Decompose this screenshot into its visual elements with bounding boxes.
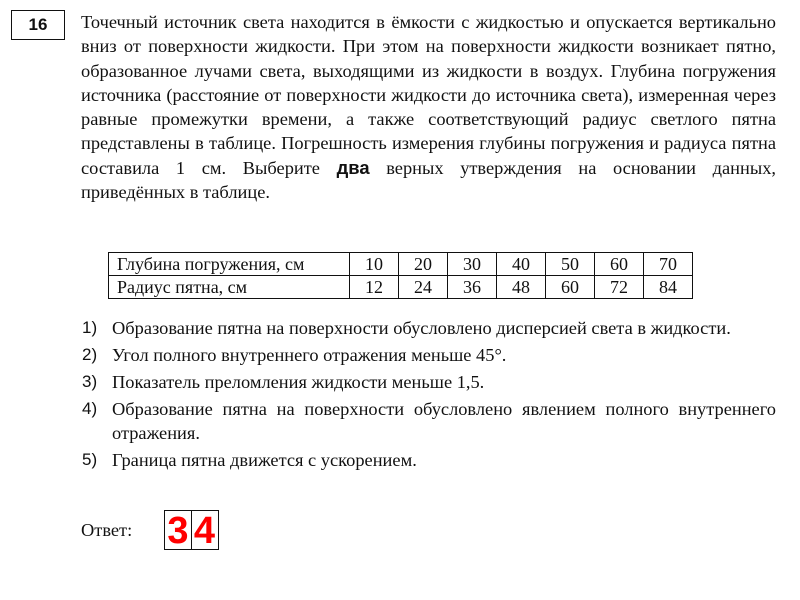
problem-statement xyxy=(81,10,776,204)
table-row-radius xyxy=(109,276,693,299)
option-number: 2) xyxy=(82,345,98,364)
table-cell: 12 xyxy=(350,276,399,299)
table-cell: 10 xyxy=(350,253,399,276)
option-3 xyxy=(82,370,776,394)
option-number: 5) xyxy=(82,450,98,469)
answer-options xyxy=(82,316,776,475)
option-text: Образование пятна на поверхности обусловлено явлением полного внутреннего отражения. xyxy=(112,399,776,443)
table-cell: 48 xyxy=(497,276,546,299)
option-text: Образование пятна на поверхности обусловлено дисперсией света в жидкости. xyxy=(112,318,731,338)
option-number: 4) xyxy=(82,399,98,418)
table-cell: 20 xyxy=(399,253,448,276)
table-row-depth xyxy=(109,253,693,276)
table-cell: 60 xyxy=(546,276,595,299)
answer-label: Ответ: xyxy=(81,520,133,540)
table-cell: 50 xyxy=(546,253,595,276)
bold-count-word: два xyxy=(336,156,370,178)
table-cell: 30 xyxy=(448,253,497,276)
option-5 xyxy=(82,448,776,472)
option-text: Угол полного внутреннего отражения меньше 45°. xyxy=(112,345,507,365)
table-cell: 70 xyxy=(644,253,693,276)
data-table xyxy=(108,252,693,299)
option-1 xyxy=(82,316,776,340)
option-2 xyxy=(82,343,776,367)
table-cell: 24 xyxy=(399,276,448,299)
problem-text: Точечный источник света находится в ёмкости с жидкостью и опускается вертикально вниз от поверхности жидкости. При этом на поверхности жидкости возникает пятно, образованное лучами света, выходящими из жидкости в воздух. Глубина погружения источника (расстояние от поверхности жидкости до источника света), измеренная через равные промежутки времени, а также соответствующий радиус светлого пятна представлены в таблице. Погрешность измерения глубины погружения и радиуса пятна составила 1 см. Выберите xyxy=(81,12,776,178)
answer-box[interactable] xyxy=(164,510,217,550)
table-cell: 84 xyxy=(644,276,693,299)
row-label: Глубина погружения, см xyxy=(109,253,350,276)
option-4 xyxy=(82,397,776,445)
answer-digit-cell[interactable]: 4 xyxy=(191,510,219,550)
table-cell: 60 xyxy=(595,253,644,276)
table-cell: 40 xyxy=(497,253,546,276)
option-text: Граница пятна движется с ускорением. xyxy=(112,450,417,470)
answer-digit-cell[interactable]: 3 xyxy=(164,510,192,550)
option-number: 3) xyxy=(82,372,98,391)
question-number: 16 xyxy=(11,10,65,40)
row-label: Радиус пятна, см xyxy=(109,276,350,299)
option-number: 1) xyxy=(82,318,98,337)
option-text: Показатель преломления жидкости меньше 1,5. xyxy=(112,372,485,392)
problem-text-end: верных утверждения на основании данных, приведённых в таблице. xyxy=(81,157,776,203)
table-cell: 36 xyxy=(448,276,497,299)
table-cell: 72 xyxy=(595,276,644,299)
